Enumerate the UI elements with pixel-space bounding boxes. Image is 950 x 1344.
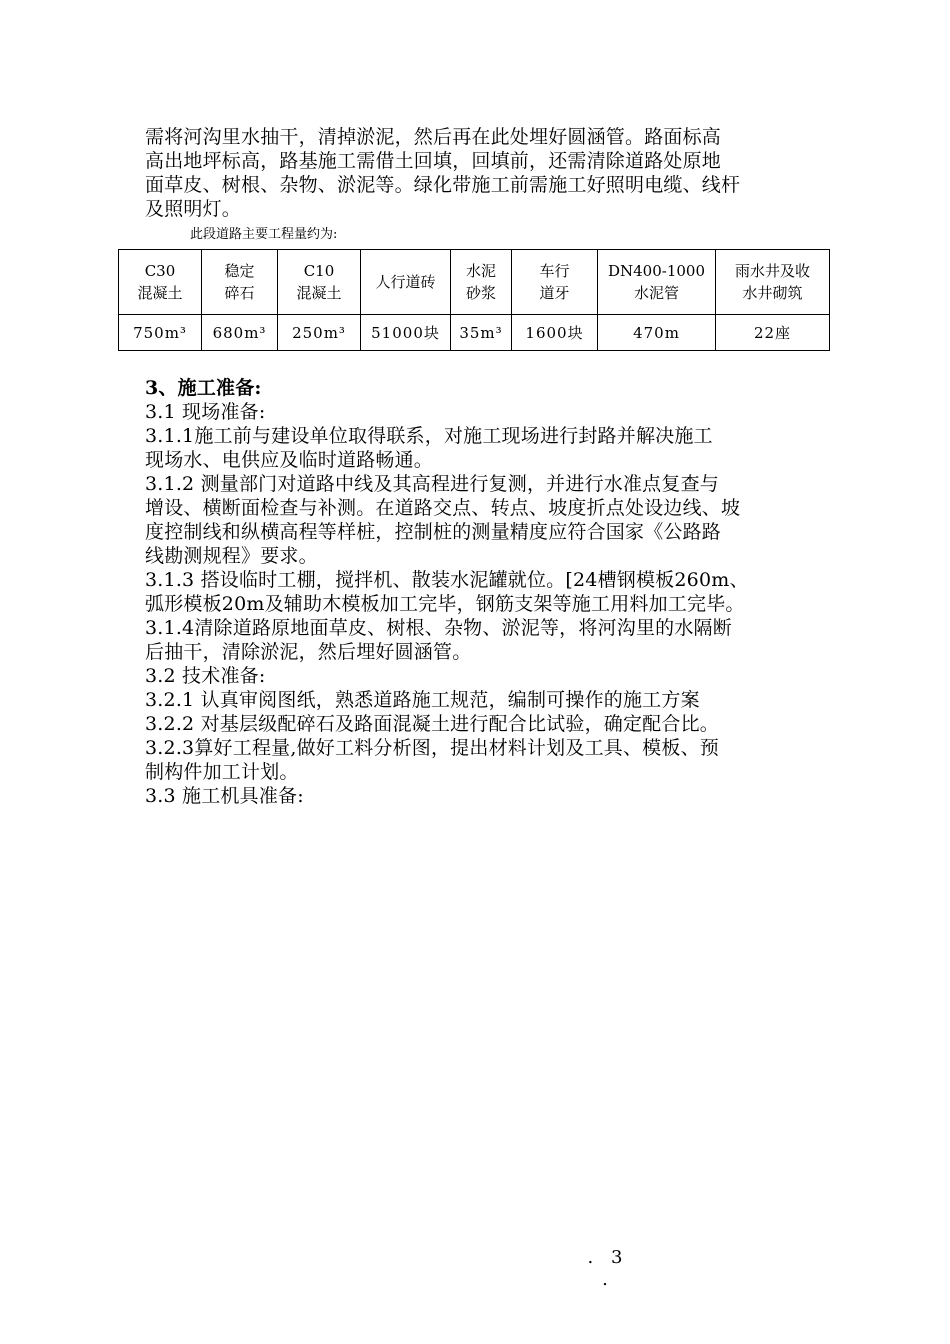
header-cell: 人行道砖 [361, 250, 451, 315]
text-line: 需将河沟里水抽干，清掉淤泥，然后再在此处埋好圆涵管。路面标高 [145, 126, 722, 148]
text-line: 3.1.2 测量部门对道路中线及其高程进行复测，并进行水准点复查与 [145, 473, 719, 495]
quantity-table [118, 249, 830, 351]
value-cell: 1600块 [512, 315, 598, 351]
text-line: 面草皮、树根、杂物、淤泥等。绿化带施工前需施工好照明电缆、线杆 [145, 174, 741, 196]
value-cell: 470m [598, 315, 716, 351]
text-line: 度控制线和纵横高程等样桩，控制桩的测量精度应符合国家《公路路 [145, 521, 722, 543]
header-cell: C30 混凝土 [119, 250, 202, 315]
intro-paragraph [145, 125, 825, 221]
text-line: 增设、横断面检查与补测。在道路交点、转点、坡度折点处设边线、坡 [145, 497, 741, 519]
text-line: 3.1.3 搭设临时工棚，搅拌机、散装水泥罐就位。[24槽钢模板260m、 [145, 569, 749, 591]
header-cell: 稳定 碎石 [202, 250, 278, 315]
value-cell: 750m³ [119, 315, 202, 351]
header-cell: C10 混凝土 [278, 250, 361, 315]
header-cell: 水泥 砂浆 [451, 250, 512, 315]
header-cell: DN400-1000 水泥管 [598, 250, 716, 315]
text-line: 3.2.1 认真审阅图纸，熟悉道路施工规范，编制可操作的施工方案 [145, 689, 700, 711]
header-cell: 雨水井及收 水井砌筑 [716, 250, 830, 315]
text-line: 现场水、电供应及临时道路畅通。 [145, 449, 434, 471]
text-line: 及照明灯。 [145, 198, 242, 220]
table-value-row [119, 315, 830, 351]
value-cell: 35m³ [451, 315, 512, 351]
text-line: 3.1.1施工前与建设单位取得联系，对施工现场进行封路并解决施工 [145, 425, 713, 447]
text-line: 3.2.2 对基层级配碎石及路面混凝土进行配合比试验，确定配合比。 [145, 713, 719, 735]
table-header-row [119, 250, 830, 315]
text-line: 线勘测规程》要求。 [145, 545, 318, 567]
value-cell: 250m³ [278, 315, 361, 351]
value-cell: 22座 [716, 315, 830, 351]
text-line: 3.3 施工机具准备: [145, 785, 304, 807]
table-caption: 此段道路主要工程量约为: [190, 227, 338, 242]
value-cell: 680m³ [202, 315, 278, 351]
section-3 [145, 376, 825, 808]
page-number: . 3 . [587, 1247, 629, 1290]
section-heading: 3、施工准备: [145, 377, 262, 399]
text-line: 3.1 现场准备: [145, 401, 266, 423]
text-line: 弧形模板20m及辅助木模板加工完毕，钢筋支架等施工用料加工完毕。 [145, 593, 745, 615]
text-line: 3.2 技术准备: [145, 665, 266, 687]
header-cell: 车行 道牙 [512, 250, 598, 315]
text-line: 后抽干，清除淤泥，然后埋好圆涵管。 [145, 641, 472, 663]
text-line: 高出地坪标高，路基施工需借土回填，回填前，还需清除道路处原地 [145, 150, 722, 172]
text-line: 制构件加工计划。 [145, 761, 299, 783]
text-line: 3.2.3算好工程量,做好工料分析图，提出材料计划及工具、模板、预 [145, 737, 719, 759]
text-line: 3.1.4清除道路原地面草皮、树根、杂物、淤泥等，将河沟里的水隔断 [145, 617, 732, 639]
value-cell: 51000块 [361, 315, 451, 351]
